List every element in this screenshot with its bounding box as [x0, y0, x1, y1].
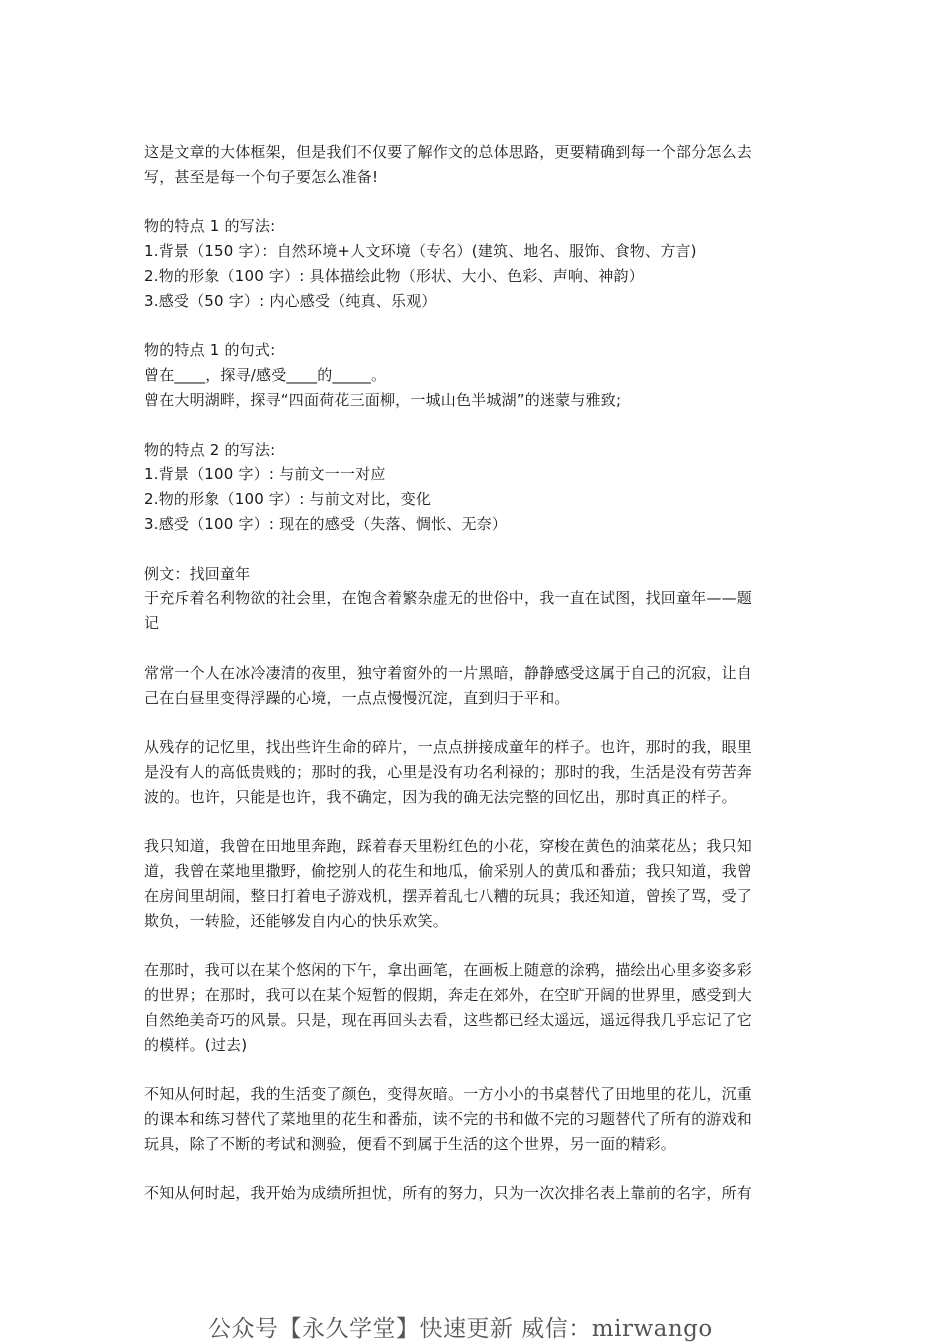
document-body — [144, 140, 808, 1206]
list-item: 2.物的形象（100 字）: 与前文对比，变化 — [144, 490, 432, 509]
example-essay — [144, 562, 808, 1207]
text-line: 在房间里胡闹，整日打着电子游戏机，摆弄着乱七八糟的玩具；我还知道，曾挨了骂，受了 — [144, 886, 753, 905]
text-line: 的课本和练习替代了菜地里的花生和番茄，读不完的书和做不完的习题替代了所有的游戏和 — [144, 1110, 753, 1129]
text-line: 己在白昼里变得浮躁的心境，一点点慢慢沉淀，直到归于平和。 — [144, 688, 570, 707]
essay-paragraph — [144, 958, 808, 1057]
footer-watermark: 公众号【永久学堂】快速更新 威信：mirwango — [208, 1316, 713, 1342]
text-line: 欺负，一转脸，还能够发自内心的快乐欢笑。 — [144, 911, 449, 930]
text-line: 不知从何时起，我开始为成绩所担忧，所有的努力，只为一次次排名表上靠前的名字，所有 — [144, 1184, 753, 1203]
list-item: 2.物的形象（100 字）: 具体描绘此物（形状、大小、色彩、声响、神韵） — [144, 266, 644, 285]
intro-paragraph — [144, 140, 808, 190]
text-line: 自然绝美奇巧的风景。只是，现在再回头去看，这些都已经太遥远，遥远得我几乎忘记了它 — [144, 1010, 753, 1029]
text-line: 是没有人的高低贵贱的；那时的我，心里是没有功名利禄的；那时的我，生活是没有劳苦奔 — [144, 762, 753, 781]
epigraph-line: 记 — [144, 614, 160, 633]
feature2-method-section — [144, 438, 808, 537]
epigraph-line: 于充斥着名利物欲的社会里，在饱含着繁杂虚无的世俗中，我一直在试图，找回童年——题 — [144, 589, 753, 608]
text-line: 玩具，除了不断的考试和测验，便看不到属于生活的这个世界，另一面的精彩。 — [144, 1134, 677, 1153]
feature1-method-section — [144, 214, 808, 313]
essay-paragraph — [144, 1082, 808, 1156]
text-line: 的世界；在那时，我可以在某个短暂的假期，奔走在郊外，在空旷开阔的世界里，感受到大 — [144, 986, 753, 1005]
section-heading: 物的特点 1 的句式: — [144, 341, 276, 360]
essay-paragraph — [144, 834, 808, 933]
text-line: 波的。也许，只能是也许，我不确定，因为我的确无法完整的回忆出，那时真正的样子。 — [144, 787, 737, 806]
essay-title: 例文：找回童年 — [144, 564, 251, 583]
list-item: 3.感受（100 字）: 现在的感受（失落、惆怅、无奈） — [144, 514, 508, 533]
text-line: 道，我曾在菜地里撒野，偷挖别人的花生和地瓜，偷采别人的黄瓜和番茄；我只知道，我曾 — [144, 862, 753, 881]
list-item: 1.背景（150 字）：自然环境+人文环境（专名）(建筑、地名、服饰、食物、方言) — [144, 242, 697, 261]
text-line: 这是文章的大体框架，但是我们不仅要了解作文的总体思路，更要精确到每一个部分怎么去 — [144, 143, 753, 161]
essay-paragraph — [144, 661, 808, 711]
text-line: 在那时，我可以在某个悠闲的下午，拿出画笔，在画板上随意的涂鸦，描绘出心里多姿多彩 — [144, 961, 753, 980]
list-item: 3.感受（50 字）: 内心感受（纯真、乐观） — [144, 291, 437, 310]
text-line: 的模样。(过去) — [144, 1035, 248, 1054]
text-line: 写，甚至是每一个句子要怎么准备! — [144, 167, 379, 186]
text-line: 我只知道，我曾在田地里奔跑，踩着春天里粉红色的小花，穿梭在黄色的油菜花丛；我只知 — [144, 837, 753, 856]
essay-paragraph — [144, 1181, 808, 1206]
text-line: 常常一个人在冰冷凄清的夜里，独守着窗外的一片黑暗，静静感受这属于自己的沉寂，让自 — [144, 663, 753, 682]
text-line: 不知从何时起，我的生活变了颜色，变得灰暗。一方小小的书桌替代了田地里的花儿，沉重 — [144, 1085, 753, 1104]
feature1-pattern-section — [144, 338, 808, 412]
section-heading: 物的特点 1 的写法: — [144, 217, 276, 236]
essay-paragraph — [144, 735, 808, 809]
list-item: 曾在____，探寻/感受____的_____。 — [144, 366, 387, 385]
list-item: 1.背景（100 字）: 与前文一一对应 — [144, 465, 386, 484]
text-line: 从残存的记忆里，找出些许生命的碎片，一点点拼接成童年的样子。也许，那时的我，眼里 — [144, 738, 753, 757]
section-heading: 物的特点 2 的写法: — [144, 440, 276, 459]
list-item: 曾在大明湖畔，探寻“四面荷花三面柳，一城山色半城湖”的迷蒙与雅致; — [144, 390, 622, 409]
